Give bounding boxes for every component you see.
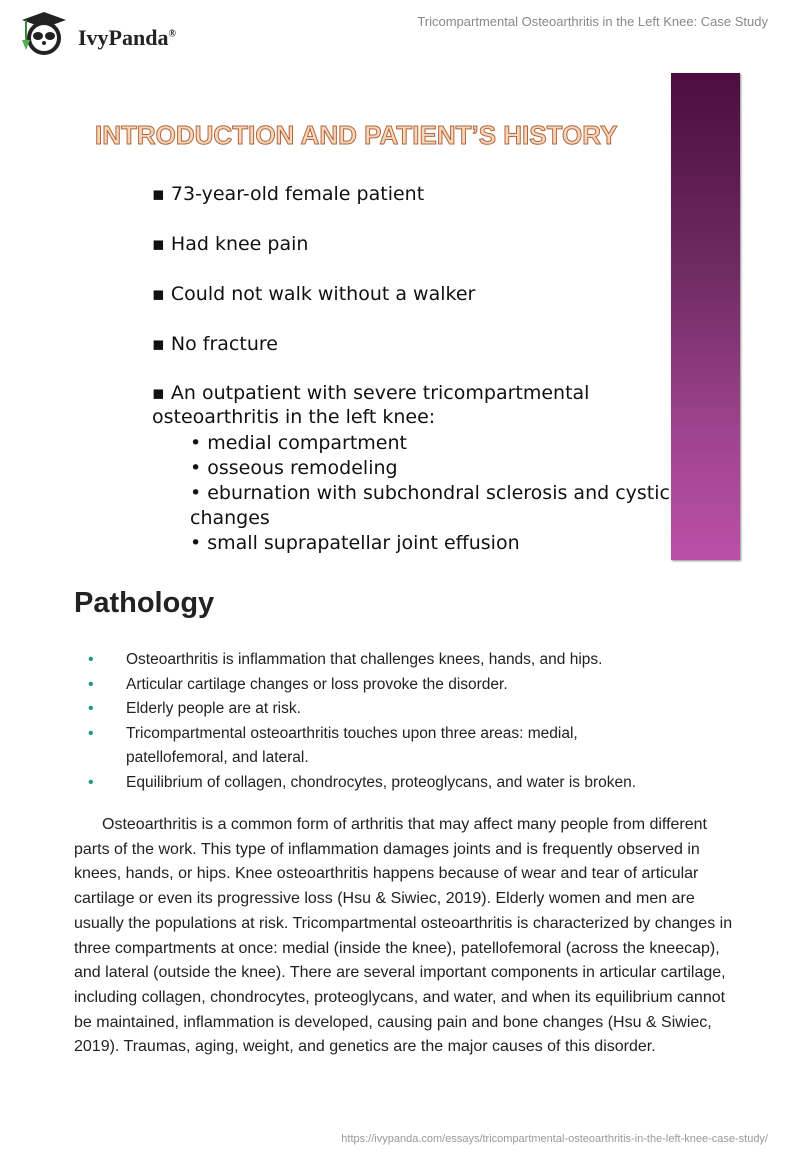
pathology-list: [88, 648, 728, 796]
slide-sub-bullet: • small suprapatellar joint effusion: [190, 532, 520, 554]
decorative-purple-bar: [671, 73, 740, 560]
section-heading: Pathology: [74, 587, 215, 619]
list-item: [88, 697, 728, 722]
slide-bullet: ▪ 73-year-old female patient: [152, 183, 425, 205]
slide-image: [70, 70, 750, 565]
slide-bullet-cont: osteoarthritis in the left knee:: [152, 406, 436, 428]
slide-sub-bullet: • medial compartment: [190, 432, 407, 454]
bullet-icon: •: [88, 773, 94, 791]
slide-bullet: ▪ Had knee pain: [152, 233, 309, 255]
slide-title: INTRODUCTION AND PATIENT’S HISTORY: [95, 120, 618, 150]
slide-bullet: ▪ Could not walk without a walker: [152, 283, 476, 305]
list-item-text: Articular cartilage changes or loss provoke the disorder.: [126, 675, 508, 693]
bullet-icon: •: [88, 724, 94, 742]
bullet-icon: •: [88, 651, 94, 668]
list-item-text: Equilibrium of collagen, chondrocytes, proteoglycans, and water is broken.: [126, 773, 637, 791]
list-item: [88, 722, 728, 771]
slide-sub-bullet: • eburnation with subchondral sclerosis and cystic: [190, 482, 670, 504]
list-item: [88, 771, 728, 796]
document-title: Tricompartmental Osteoarthritis in the Left Knee: Case Study: [417, 14, 768, 29]
list-item-text: Tricompartmental osteoarthritis touches upon three areas: medial, patellofemoral, and lateral.: [126, 724, 578, 767]
slide-sub-bullet: • osseous remodeling: [190, 457, 398, 479]
list-item-text: Elderly people are at risk.: [126, 700, 301, 718]
brand-name: IvyPanda®: [78, 25, 176, 50]
bullet-icon: •: [88, 675, 94, 693]
list-item-text: Osteoarthritis is inflammation that challenges knees, hands, and hips.: [126, 651, 603, 668]
slide-sub-bullet-cont: changes: [190, 507, 270, 529]
slide-bullet: ▪ No fracture: [152, 333, 278, 355]
ivypanda-logo[interactable]: [18, 10, 176, 56]
list-item: [88, 648, 728, 673]
body-paragraph: Osteoarthritis is a common form of arthritis that may affect many people from different parts of the work. This type of inflammation damages joints and is frequently observed in knees, hands, or hips. Knee osteoarthritis happens because of wear and tear of articular cartilage or even its progressive loss (Hsu & Siwiec, 2019). Elderly women and men are usually the populations at risk. Tricompartmental osteoarthritis is characterized by changes in three compartments at once: medial (inside the knee), patellofemoral (across the kneecap), and lateral (outside the knee). There are several important components in articular cartilage, including collagen, chondrocytes, proteoglycans, and water, and when its equilibrium cannot be maintained, inflammation is developed, causing pain and bone changes (Hsu & Siwiec, 2019). Traumas, aging, weight, and genetics are the major causes of this disorder.: [74, 816, 733, 1056]
slide-bullet: ▪ An outpatient with severe tricompartmental: [152, 382, 590, 404]
source-url[interactable]: https://ivypanda.com/essays/tricompartmental-osteoarthritis-in-the-left-knee-case-study/: [341, 1133, 768, 1145]
panda-graduate-icon: [18, 10, 70, 56]
bullet-icon: •: [88, 700, 94, 718]
list-item: [88, 673, 728, 698]
